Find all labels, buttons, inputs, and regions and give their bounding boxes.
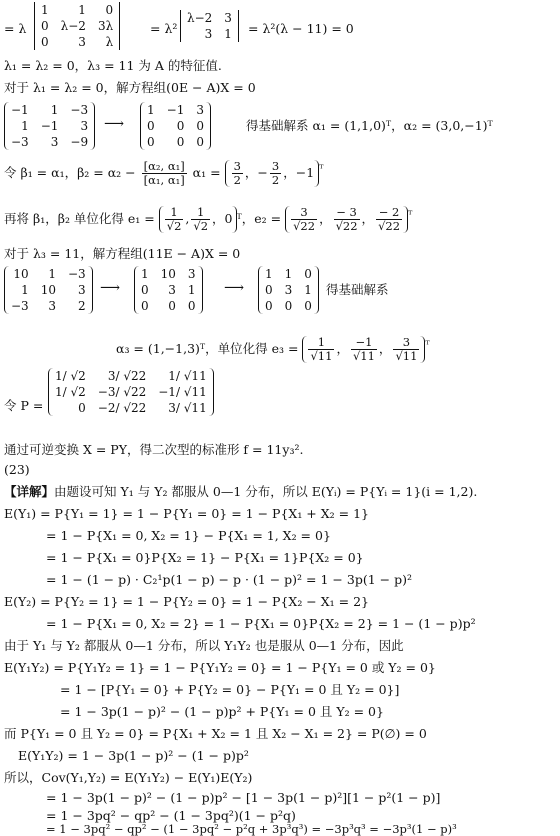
matrix-cell: 3 xyxy=(284,283,293,297)
matrix-cell: −9 xyxy=(70,135,89,149)
matrix-cell: 0 xyxy=(41,19,49,33)
matrix-cell: 1/ √2 xyxy=(55,385,86,399)
solve-line-1 xyxy=(4,80,256,96)
ey1y2-line-3: = 1 − 3p(1 − p)² − (1 − p)p² + P{Y₁ = 0 且 Y₂ = 0} xyxy=(60,704,384,719)
matrix-cell: 3/ √11 xyxy=(168,401,207,415)
matrix-row xyxy=(135,266,202,282)
e1-f1-num: 1 xyxy=(165,206,184,220)
p-matrix xyxy=(48,368,214,416)
matrix-row xyxy=(35,34,119,50)
schmidt-fraction xyxy=(142,160,187,187)
matrix-cell: 0 xyxy=(141,283,149,297)
beta2-f1-num: 3 xyxy=(233,159,241,173)
arrow-3: ⟶ xyxy=(224,280,245,296)
eq-det-prefix: = λ xyxy=(4,21,27,36)
matrix-row xyxy=(5,118,94,134)
matrix-cell: 0 xyxy=(105,3,114,17)
matrix-cell: λ−2 xyxy=(60,19,86,33)
basis-line-2: 得基础解系 xyxy=(326,282,389,297)
matrix-cell: 0 xyxy=(41,35,49,49)
ey1-line-4: = 1 − (1 − p) · C₂¹p(1 − p) − p · (1 − p)² = 1 − 3p(1 − p)² xyxy=(46,572,412,587)
matrix-cell: 0 xyxy=(147,119,155,133)
matrix-row xyxy=(49,384,213,400)
matrix-reduced-2 xyxy=(134,266,203,314)
matrix-cell: 0 xyxy=(187,299,196,313)
matrix-cell: 0 xyxy=(176,135,185,149)
normalize-line xyxy=(4,206,412,233)
matrix-row xyxy=(259,282,318,298)
beta2-bracket: $\frac{3}{2}$ ，− $\frac{3}{2}$ ，−1 xyxy=(225,160,320,187)
ey1-line-1: E(Y₁) = P{Y₁ = 1} = 1 − P{Y₁ = 0} = 1 − P{X₁ + X₂ = 1} xyxy=(4,506,369,521)
matrix-cell: 0 xyxy=(265,283,273,297)
matrix-cell: 3 xyxy=(78,35,86,49)
matrix-cell: 10 xyxy=(40,283,56,297)
beta2-f2-den: 2 xyxy=(271,173,280,187)
matrix-cell: λ xyxy=(105,35,114,49)
e2-frac-2 xyxy=(334,206,360,233)
matrix-cell: 1/ √11 xyxy=(168,369,207,383)
e1-frac-2 xyxy=(191,206,210,233)
matrix-cell: 1 xyxy=(147,103,155,117)
matrix-row xyxy=(259,266,318,282)
matrix-row xyxy=(5,266,92,282)
matrix-cell: 3 xyxy=(48,299,56,313)
ey1-line-3: = 1 − P{X₁ = 0}P{X₂ = 1} − P{X₁ = 1}P{X₂ = 0} xyxy=(46,550,364,565)
matrix-11E-A xyxy=(4,266,93,314)
alpha3-line xyxy=(116,336,430,363)
arrow-1: ⟶ xyxy=(104,116,125,132)
e1-f2-num: 1 xyxy=(191,206,210,220)
matrix-cell: 1 xyxy=(78,3,86,17)
p-matrix-label: 令 P = xyxy=(4,398,44,413)
matrix-cell: −3 xyxy=(70,103,89,117)
matrix-row xyxy=(49,400,213,416)
ey1y2-line-2: = 1 − [P{Y₁ = 0} + P{Y₂ = 0} − P{Y₁ = 0 且 Y₂ = 0}] xyxy=(60,682,400,697)
matrix-row xyxy=(5,282,92,298)
matrix-row xyxy=(35,2,119,18)
matrix-reduced-1 xyxy=(140,102,211,150)
e3-transpose: ᵀ xyxy=(425,338,430,351)
ey1-line-2: = 1 − P{X₁ = 0, X₂ = 1} − P{X₁ = 1, X₂ = 0} xyxy=(46,528,331,543)
e3-frac-2 xyxy=(351,336,377,363)
normalize-text-c: ᵀ，e₂ = xyxy=(236,211,282,226)
e2-bracket: $\frac{3}{√22}$ ， $\frac{- 3}{√22}$ ， $\frac{- 2}{√22}$ xyxy=(285,206,408,233)
e2-frac-3 xyxy=(376,206,402,233)
matrix-cell: 3 xyxy=(187,267,196,281)
matrix-cell: 0 xyxy=(196,119,204,133)
detail-text: 由题设可知 Y₁ 与 Y₂ 都服从 0—1 分布，所以 E(Yᵢ) = P{Yᵢ = 1}(i = 1,2). xyxy=(54,484,478,499)
schmidt-text-a: 令 β₁ = α₁，β₂ = α₂ − xyxy=(4,165,136,180)
problem-23-label: (23) xyxy=(4,462,30,477)
matrix-cell: −1 xyxy=(166,103,185,117)
e2-f1-num: 3 xyxy=(291,206,317,220)
matrix-row xyxy=(5,134,94,150)
schmidt-line xyxy=(4,160,324,187)
eigenvalues-line: λ₁ = λ₂ = 0，λ₃ = 11 为 A 的特征值. xyxy=(4,58,222,73)
matrix-cell: −3 xyxy=(67,267,86,281)
matrix-cell: 2 xyxy=(78,299,86,313)
e2-f3-den: √22 xyxy=(378,219,401,233)
matrix-cell: 0 xyxy=(196,135,204,149)
matrix-cell: 3 xyxy=(196,103,204,117)
e3-f2-den: √11 xyxy=(352,349,375,363)
e3-frac-1 xyxy=(308,336,334,363)
matrix-cell: 1 xyxy=(265,267,273,281)
e1-frac-1 xyxy=(165,206,184,233)
matrix-cell: −1 xyxy=(11,103,29,117)
matrix-cell: 3/ √22 xyxy=(107,369,147,383)
e3-bracket: $\frac{1}{√11}$ ， $\frac{-1}{√11}$ ， $\frac{3}{√11}$ xyxy=(302,336,425,363)
matrix-row xyxy=(141,134,210,150)
e2-f1-den: √22 xyxy=(293,219,316,233)
e2-f3-num: − 2 xyxy=(376,206,402,220)
matrix-cell: 0 xyxy=(176,119,185,133)
matrix-row xyxy=(135,298,202,314)
matrix-cell: 1 xyxy=(41,3,49,17)
matrix-cell: 1 xyxy=(224,27,232,41)
e1-bracket: $\frac{1}{√2}$ , $\frac{1}{√2}$ ，0 xyxy=(159,206,237,233)
schmidt-frac-num: [α₂, α₁] xyxy=(143,159,185,173)
ey2-line-1: E(Y₂) = P{Y₂ = 1} = 1 − P{Y₂ = 0} = 1 − P{X₂ − X₁ = 2} xyxy=(4,594,369,609)
beta2-f2-num: 3 xyxy=(271,159,280,173)
matrix-row xyxy=(135,282,202,298)
matrix-row xyxy=(181,26,238,42)
matrix-cell: 1 xyxy=(50,103,59,117)
matrix-cell: 0 xyxy=(147,135,155,149)
matrix-row xyxy=(49,368,213,384)
cov-line-4: = 1 − 3pq² − qp² − (1 − 3pq² − p²q + 3p³q³) = −3p³q³ = −3p³(1 − p)³ xyxy=(46,822,457,836)
matrix-cell: 1 xyxy=(304,283,312,297)
matrix-cell: 1 xyxy=(48,267,56,281)
beta2-frac-2 xyxy=(270,160,281,187)
matrix-row xyxy=(5,102,94,118)
matrix-0E-A xyxy=(4,102,95,150)
det-matrix-2x2 xyxy=(180,10,239,42)
matrix-cell: 0 xyxy=(168,299,176,313)
matrix-reduced-3 xyxy=(258,266,319,314)
schmidt-frac-den: [α₁, α₁] xyxy=(143,173,185,187)
matrix-cell: 3 xyxy=(80,119,89,133)
e3-frac-3 xyxy=(393,336,419,363)
beta2-last: ，−1 xyxy=(283,165,315,180)
matrix-cell: 1 xyxy=(187,283,196,297)
matrix-cell: 0 xyxy=(284,299,293,313)
matrix-cell: −3 xyxy=(11,299,29,313)
basis-line-1: 得基础解系 α₁ = (1,1,0)ᵀ，α₂ = (3,0,−1)ᵀ xyxy=(246,118,493,133)
normalize-text-a: 再将 β₁，β₂ 单位化得 e₁ = xyxy=(4,211,155,226)
matrix-row xyxy=(181,10,238,26)
ey1y2-line-1: E(Y₁Y₂) = P{Y₁Y₂ = 1} = 1 − P{Y₁Y₂ = 0} = 1 − P{Y₁ = 0 或 Y₂ = 0} xyxy=(4,660,436,675)
matrix-cell: −2/ √22 xyxy=(97,401,147,415)
matrix-cell: 3 xyxy=(78,283,86,297)
e2-f2-den: √22 xyxy=(335,219,358,233)
beta2-minus: − xyxy=(257,165,268,180)
matrix-cell: 1/ √2 xyxy=(55,369,86,383)
detail-heading: 【详解】 xyxy=(4,484,55,499)
e3-f3-num: 3 xyxy=(393,336,419,350)
ey1y2-result: E(Y₁Y₂) = 1 − 3p(1 − p)² − (1 − p)p² xyxy=(18,748,249,763)
matrix-cell: 3 xyxy=(50,135,59,149)
matrix-row xyxy=(35,18,119,34)
arrow-2: ⟶ xyxy=(100,280,121,296)
matrix-cell: 1 xyxy=(21,283,29,297)
e2-f2-num: − 3 xyxy=(334,206,360,220)
matrix-cell: −1/ √11 xyxy=(158,385,207,399)
matrix-cell: 1 xyxy=(284,267,293,281)
solve-line-1-text: 对于 λ₁ = λ₂ = 0，解方程组(0E − A)X = 0 xyxy=(4,80,256,95)
e1-f1-den: √2 xyxy=(166,219,182,233)
eq-det-mid: = λ² xyxy=(150,21,178,36)
y1y2-intro: 由于 Y₁ 与 Y₂ 都服从 0—1 分布，所以 Y₁Y₂ 也是服从 0—1 分布，因此 xyxy=(4,638,404,653)
beta2-frac-1 xyxy=(232,160,243,187)
eq-det-result: = λ²(λ − 11) = 0 xyxy=(248,21,354,36)
alpha3-text: α₃ = (1,−1,3)ᵀ，单位化得 e₃ = xyxy=(116,341,299,356)
e1-f2-den: √2 xyxy=(193,219,209,233)
matrix-row xyxy=(141,102,210,118)
e2-transpose: ᵀ xyxy=(408,208,413,221)
matrix-cell: 0 xyxy=(78,401,86,415)
matrix-cell: 1 xyxy=(21,119,29,133)
cov-line-1: 所以，Cov(Y₁,Y₂) = E(Y₁Y₂) − E(Y₁)E(Y₂) xyxy=(4,770,253,785)
e2-frac-1 xyxy=(291,206,317,233)
matrix-cell: 3λ xyxy=(97,19,114,33)
matrix-cell: 0 xyxy=(304,299,312,313)
cov-line-2: = 1 − 3p(1 − p)² − (1 − p)p² − [1 − 3p(1 − p)²][1 − p²(1 − p)] xyxy=(46,790,441,805)
detail-line xyxy=(4,484,477,500)
standard-form-line: 通过可逆变换 X = PY，得二次型的标准形 f = 11y₃². xyxy=(4,442,304,457)
matrix-cell: −3 xyxy=(11,135,29,149)
solve-line-2: 对于 λ₃ = 11，解方程组(11E − A)X = 0 xyxy=(4,246,241,261)
matrix-row xyxy=(5,298,92,314)
e1-last: ，0 xyxy=(212,211,233,226)
e3-f3-den: √11 xyxy=(395,349,418,363)
matrix-row xyxy=(141,118,210,134)
matrix-cell: 3 xyxy=(224,11,232,25)
matrix-cell: −1 xyxy=(40,119,59,133)
cov-line-3: = 1 − 3pq² − qp² − (1 − 3pq²)(1 − p²q) xyxy=(46,808,296,823)
beta2-transpose: ᵀ xyxy=(319,162,324,175)
matrix-row xyxy=(259,298,318,314)
matrix-cell: 3 xyxy=(168,283,176,297)
ey2-line-2: = 1 − P{X₁ = 0, X₂ = 2} = 1 − P{X₁ = 0}P{X₂ = 2} = 1 − (1 − p)p² xyxy=(46,616,476,631)
matrix-cell: λ−2 xyxy=(187,11,213,25)
beta2-f1-den: 2 xyxy=(233,173,241,187)
e3-f1-den: √11 xyxy=(310,349,333,363)
matrix-cell: 10 xyxy=(160,267,176,281)
matrix-cell: 3 xyxy=(204,27,213,41)
matrix-cell: 1 xyxy=(141,267,149,281)
e3-f2-num: −1 xyxy=(351,336,377,350)
matrix-cell: 0 xyxy=(304,267,312,281)
matrix-cell: −3/ √22 xyxy=(97,385,147,399)
matrix-cell: 10 xyxy=(13,267,29,281)
e3-f1-num: 1 xyxy=(308,336,334,350)
matrix-cell: 0 xyxy=(265,299,273,313)
matrix-cell: 0 xyxy=(141,299,149,313)
schmidt-text-b: α₁ = xyxy=(192,165,221,180)
det-matrix-3x3 xyxy=(34,2,120,50)
prob-empty-line: 而 P{Y₁ = 0 且 Y₂ = 0} = P{X₁ + X₂ = 1 且 X₂ − X₁ = 2} = P(∅) = 0 xyxy=(4,726,427,741)
